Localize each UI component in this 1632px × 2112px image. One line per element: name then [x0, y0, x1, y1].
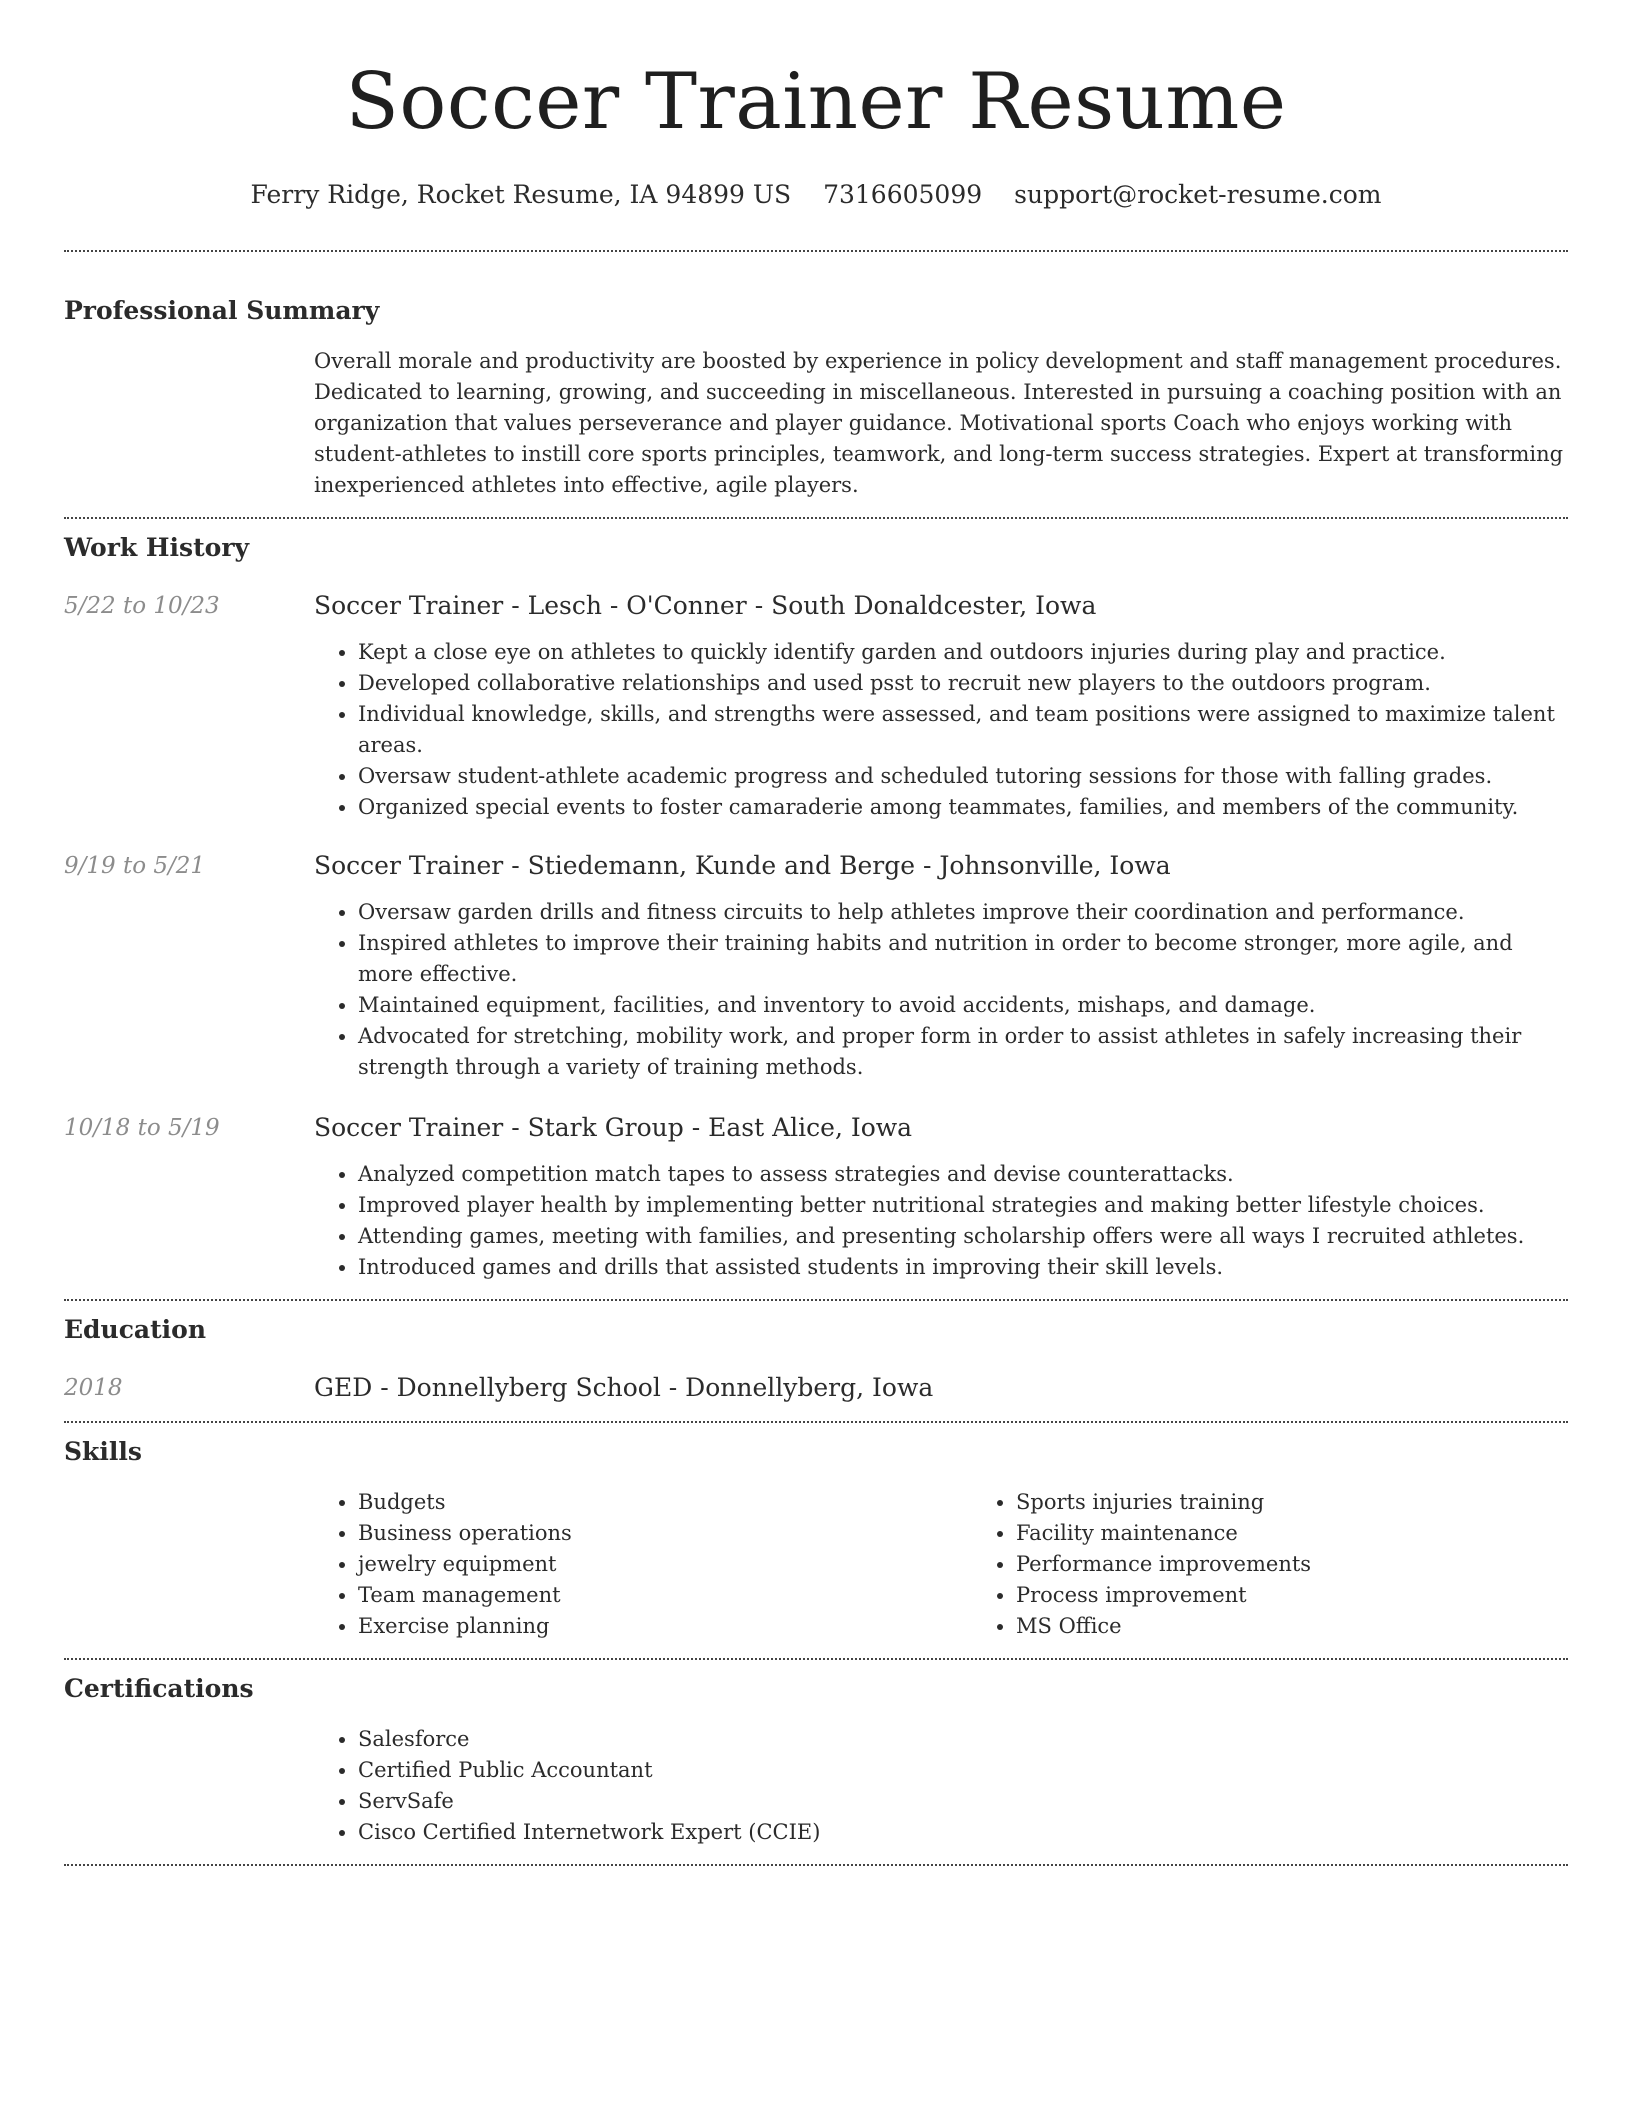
work-history-section: [64, 519, 1568, 1283]
list-item: • Individual knowledge, skills, and strengths were assessed, and team positions were assigned to maximize talent areas.: [358, 699, 1568, 761]
education-entry: [64, 1371, 1568, 1405]
job-bullets: [314, 897, 1568, 1083]
list-item: • Performance improvements: [1016, 1549, 1630, 1580]
job-title: Soccer Trainer - Stark Group - East Alice, Iowa: [314, 1113, 913, 1142]
job-title: Soccer Trainer - Stiedemann, Kunde and Berge - Johnsonville, Iowa: [314, 851, 1171, 880]
job-dates: 5/22 to 10/23: [64, 593, 220, 619]
list-item: • Team management: [358, 1580, 972, 1611]
contact-email: support@rocket-resume.com: [1014, 180, 1382, 209]
education-section: [64, 1301, 1568, 1405]
list-item: • Organized special events to foster camaraderie among teammates, families, and members of the community.: [358, 792, 1568, 823]
skills-list-right: [972, 1487, 1630, 1642]
list-item: • Inspired athletes to improve their training habits and nutrition in order to become stronger, more agile, and more effective.: [358, 928, 1568, 990]
job-bullets: [314, 1159, 1568, 1283]
list-item: • Developed collaborative relationships and used psst to recruit new players to the outdoors program.: [358, 668, 1568, 699]
divider: [64, 1864, 1568, 1866]
list-item: • MS Office: [1016, 1611, 1630, 1642]
job-dates: 10/18 to 5/19: [64, 1115, 220, 1141]
list-item: • Cisco Certified Internetwork Expert (CCIE): [358, 1817, 1568, 1848]
list-item: • Business operations: [358, 1518, 972, 1549]
list-item: • Sports injuries training: [1016, 1487, 1630, 1518]
skills-section: [64, 1423, 1568, 1642]
section-title-education: Education: [64, 1315, 207, 1344]
list-item: • Attending games, meeting with families, and presenting scholarship offers were all ways I recruited athletes.: [358, 1221, 1568, 1252]
list-item: • Analyzed competition match tapes to assess strategies and devise counterattacks.: [358, 1159, 1568, 1190]
skills-list-left: [314, 1487, 972, 1642]
section-title-summary: Professional Summary: [64, 296, 380, 325]
list-item: • Certified Public Accountant: [358, 1755, 1568, 1786]
section-title-skills: Skills: [64, 1437, 142, 1466]
summary-section: [64, 252, 1568, 501]
summary-text: Overall morale and productivity are boosted by experience in policy development and staff management procedures. Dedicated to learning, growing, and succeeding in miscellaneous. Interested in pursuing a coaching position with an organization that values perseverance and player guidance. Motivational sports Coach who enjoys working with student-athletes to instill core sports principles, teamwork, and long-term success strategies. Expert at transforming inexperienced athletes into effective, agile players.: [314, 349, 1564, 497]
certifications-section: [64, 1660, 1568, 1848]
list-item: • Introduced games and drills that assisted students in improving their skill levels.: [358, 1252, 1568, 1283]
list-item: • Process improvement: [1016, 1580, 1630, 1611]
list-item: • Budgets: [358, 1487, 972, 1518]
certifications-list: [314, 1724, 1568, 1848]
list-item: • Oversaw garden drills and fitness circuits to help athletes improve their coordination and performance.: [358, 897, 1568, 928]
list-item: • Facility maintenance: [1016, 1518, 1630, 1549]
job-title: Soccer Trainer - Lesch - O'Conner - South Donaldcester, Iowa: [314, 591, 1097, 620]
contact-phone: 7316605099: [823, 180, 983, 209]
job-dates: 9/19 to 5/21: [64, 853, 206, 879]
list-item: • ServSafe: [358, 1786, 1568, 1817]
list-item: • Advocated for stretching, mobility work, and proper form in order to assist athletes in safely increasing their strength through a variety of training methods.: [358, 1021, 1568, 1083]
job-entry: [64, 589, 1568, 823]
list-item: • jewelry equipment: [358, 1549, 972, 1580]
list-item: • Oversaw student-athlete academic progress and scheduled tutoring sessions for those with falling grades.: [358, 761, 1568, 792]
section-title-work: Work History: [64, 533, 250, 562]
section-title-certifications: Certifications: [64, 1674, 254, 1703]
list-item: • Maintained equipment, facilities, and inventory to avoid accidents, mishaps, and damage.: [358, 990, 1568, 1021]
list-item: • Exercise planning: [358, 1611, 972, 1642]
job-entry: [64, 849, 1568, 1083]
education-title: GED - Donnellyberg School - Donnellyberg, Iowa: [314, 1373, 934, 1402]
list-item: • Kept a close eye on athletes to quickly identify garden and outdoors injuries during play and practice.: [358, 637, 1568, 668]
education-year: 2018: [64, 1375, 123, 1401]
list-item: • Improved player health by implementing better nutritional strategies and making better lifestyle choices.: [358, 1190, 1568, 1221]
resume-title: Soccer Trainer Resume: [345, 57, 1287, 147]
contact-info: [64, 178, 1568, 212]
job-bullets: [314, 637, 1568, 823]
contact-address: Ferry Ridge, Rocket Resume, IA 94899 US: [250, 180, 792, 209]
job-entry: [64, 1111, 1568, 1283]
list-item: • Salesforce: [358, 1724, 1568, 1755]
